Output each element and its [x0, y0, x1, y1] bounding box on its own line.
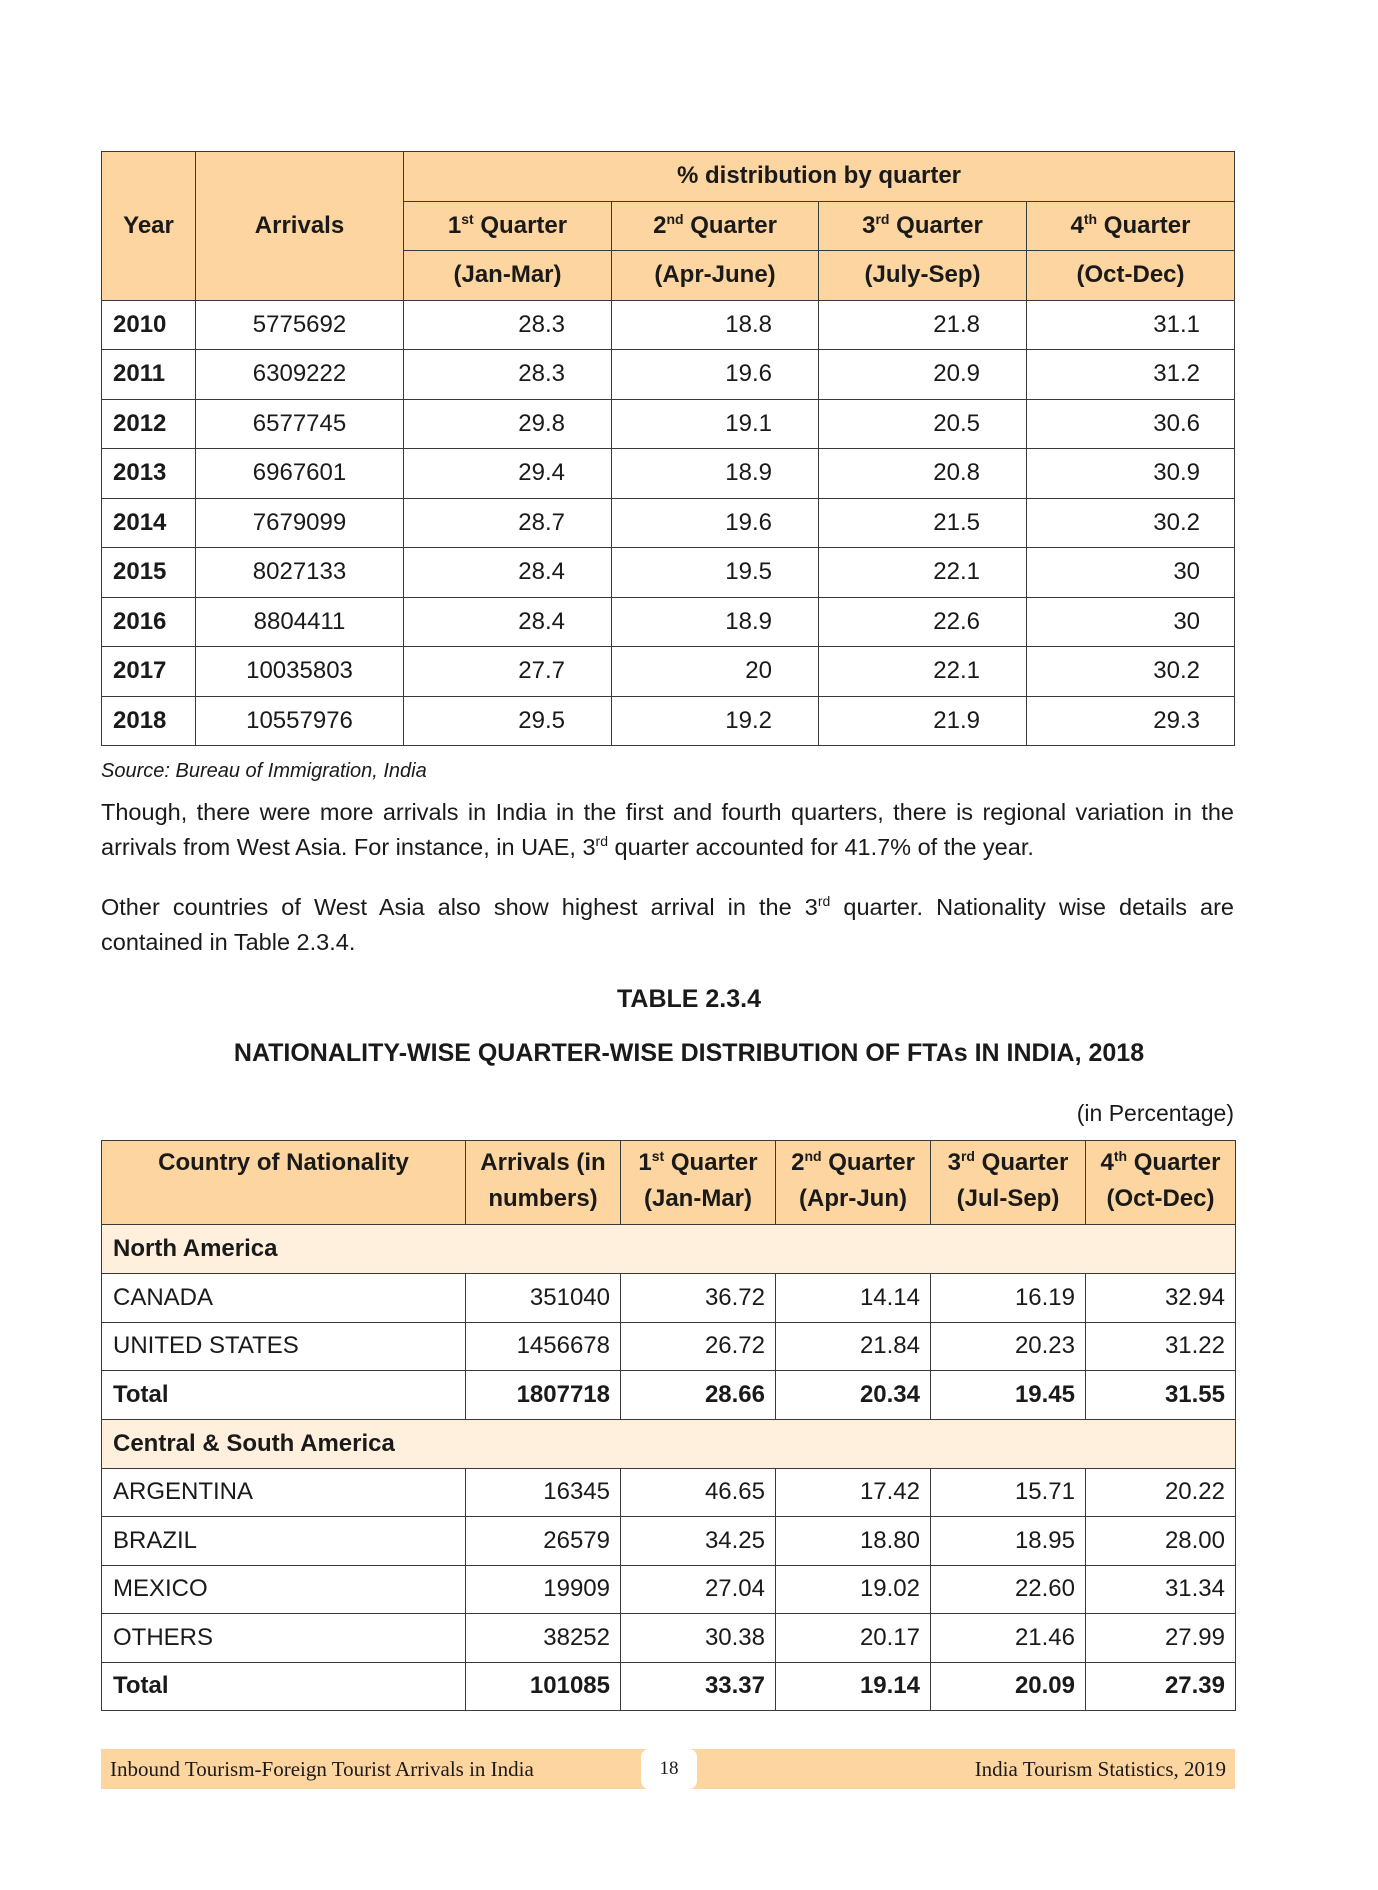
footer-publication-title: India Tourism Statistics, 2019	[974, 1757, 1226, 1781]
q2-cell: 20.34	[776, 1371, 931, 1420]
q2-header: 2nd Quarter	[612, 201, 819, 251]
q3-cell: 21.46	[931, 1614, 1086, 1663]
q2-cell: 19.1	[612, 399, 819, 449]
table-row	[102, 1322, 1236, 1371]
q2-cell: 19.14	[776, 1662, 931, 1711]
page-footer	[101, 1749, 1235, 1789]
arrivals-cell: 26579	[466, 1517, 621, 1566]
country-cell: OTHERS	[102, 1614, 466, 1663]
paragraph-west-asia: Other countries of West Asia also show highest arrival in the 3rd quarter. Nationality wise details are contained in Table 2.3.4.	[101, 893, 1234, 955]
q1-cell: 28.7	[404, 498, 612, 548]
arrivals-cell: 101085	[466, 1662, 621, 1711]
q3-cell: 16.19	[931, 1274, 1086, 1323]
arrivals-cell: 5775692	[196, 300, 404, 350]
arrivals-cell: 8027133	[196, 548, 404, 598]
q1-header: 1st Quarter	[404, 201, 612, 251]
q3-cell: 21.9	[819, 696, 1027, 746]
q2-cell: 19.6	[612, 498, 819, 548]
q3-cell: 20.09	[931, 1662, 1086, 1711]
q1-cell: 28.3	[404, 350, 612, 400]
table-row	[102, 1614, 1236, 1663]
q2-cell: 18.8	[612, 300, 819, 350]
year-cell: 2017	[102, 647, 196, 697]
region-group-row	[102, 1225, 1236, 1274]
q4-header: 4th Quarter (Oct-Dec)	[1086, 1141, 1236, 1225]
paragraph-regional-variation: Though, there were more arrivals in India in the first and fourth quarters, there is regional variation in the arrivals from West Asia. For instance, in UAE, 3rd quarter accounted for 41.7% of the year.	[101, 799, 1234, 860]
q2-cell: 18.80	[776, 1517, 931, 1566]
q4-cell: 28.00	[1086, 1517, 1236, 1566]
q2-cell: 14.14	[776, 1274, 931, 1323]
arrivals-numbers-header: Arrivals (in numbers)	[466, 1141, 621, 1225]
arrivals-cell: 1456678	[466, 1322, 621, 1371]
q2-range: (Apr-June)	[612, 251, 819, 301]
total-row	[102, 1371, 1236, 1420]
arrivals-cell: 6309222	[196, 350, 404, 400]
q1-cell: 29.5	[404, 696, 612, 746]
q1-cell: 28.3	[404, 300, 612, 350]
country-cell: BRAZIL	[102, 1517, 466, 1566]
table-row	[102, 647, 1235, 697]
q1-cell: 46.65	[621, 1468, 776, 1517]
q4-cell: 31.55	[1086, 1371, 1236, 1420]
table-row	[102, 498, 1235, 548]
year-cell: 2016	[102, 597, 196, 647]
arrivals-cell: 6577745	[196, 399, 404, 449]
region-name: North America	[102, 1225, 1236, 1274]
q3-range: (July-Sep)	[819, 251, 1027, 301]
arrivals-cell: 16345	[466, 1468, 621, 1517]
year-cell: 2011	[102, 350, 196, 400]
q1-cell: 29.8	[404, 399, 612, 449]
arrivals-cell: 38252	[466, 1614, 621, 1663]
arrivals-cell: 6967601	[196, 449, 404, 499]
q3-cell: 15.71	[931, 1468, 1086, 1517]
q2-header: 2nd Quarter (Apr-Jun)	[776, 1141, 931, 1225]
year-cell: 2010	[102, 300, 196, 350]
q3-header: 3rd Quarter	[819, 201, 1027, 251]
country-cell: Total	[102, 1662, 466, 1711]
q3-cell: 19.45	[931, 1371, 1086, 1420]
region-name: Central & South America	[102, 1419, 1236, 1468]
table-row	[102, 548, 1235, 598]
quarterly-distribution-table	[101, 151, 1235, 746]
table-row	[102, 1565, 1236, 1614]
q3-cell: 20.8	[819, 449, 1027, 499]
table-number: TABLE 2.3.4	[616, 985, 762, 1013]
q4-cell: 30	[1027, 597, 1235, 647]
q4-cell: 31.22	[1086, 1322, 1236, 1371]
q2-cell: 20.17	[776, 1614, 931, 1663]
q4-cell: 30	[1027, 548, 1235, 598]
table-row	[102, 350, 1235, 400]
q4-cell: 29.3	[1027, 696, 1235, 746]
q4-cell: 31.34	[1086, 1565, 1236, 1614]
q4-cell: 31.2	[1027, 350, 1235, 400]
table-row	[102, 300, 1235, 350]
arrivals-cell: 7679099	[196, 498, 404, 548]
q1-cell: 33.37	[621, 1662, 776, 1711]
q1-cell: 26.72	[621, 1322, 776, 1371]
arrivals-cell: 10035803	[196, 647, 404, 697]
footer-chapter-title: Inbound Tourism-Foreign Tourist Arrivals in India	[110, 1757, 534, 1781]
q3-cell: 21.8	[819, 300, 1027, 350]
source-note: Source: Bureau of Immigration, India	[101, 760, 427, 782]
q2-cell: 20	[612, 647, 819, 697]
q4-cell: 20.22	[1086, 1468, 1236, 1517]
region-group-row	[102, 1419, 1236, 1468]
q4-cell: 30.9	[1027, 449, 1235, 499]
q3-cell: 20.5	[819, 399, 1027, 449]
q1-cell: 34.25	[621, 1517, 776, 1566]
country-cell: CANADA	[102, 1274, 466, 1323]
q3-cell: 22.1	[819, 647, 1027, 697]
q4-cell: 27.39	[1086, 1662, 1236, 1711]
q4-range: (Oct-Dec)	[1027, 251, 1235, 301]
q2-cell: 17.42	[776, 1468, 931, 1517]
q2-cell: 19.02	[776, 1565, 931, 1614]
q2-cell: 19.5	[612, 548, 819, 598]
total-row	[102, 1662, 1236, 1711]
year-cell: 2013	[102, 449, 196, 499]
q4-cell: 30.6	[1027, 399, 1235, 449]
q2-cell: 19.2	[612, 696, 819, 746]
q1-header: 1st Quarter (Jan-Mar)	[621, 1141, 776, 1225]
q1-cell: 28.4	[404, 548, 612, 598]
table-row	[102, 696, 1235, 746]
arrivals-cell: 10557976	[196, 696, 404, 746]
nationality-distribution-table	[101, 1140, 1236, 1711]
year-header: Year	[102, 152, 196, 301]
q4-cell: 31.1	[1027, 300, 1235, 350]
year-cell: 2018	[102, 696, 196, 746]
q4-cell: 32.94	[1086, 1274, 1236, 1323]
year-cell: 2012	[102, 399, 196, 449]
country-cell: Total	[102, 1371, 466, 1420]
q4-header: 4th Quarter	[1027, 201, 1235, 251]
table-row	[102, 399, 1235, 449]
q3-cell: 22.6	[819, 597, 1027, 647]
country-header: Country of Nationality	[102, 1141, 466, 1225]
q3-cell: 22.60	[931, 1565, 1086, 1614]
q3-header: 3rd Quarter (Jul-Sep)	[931, 1141, 1086, 1225]
q4-cell: 27.99	[1086, 1614, 1236, 1663]
q1-cell: 29.4	[404, 449, 612, 499]
table-row	[102, 449, 1235, 499]
page-number: 18	[641, 1749, 697, 1789]
q4-cell: 30.2	[1027, 647, 1235, 697]
q1-cell: 28.4	[404, 597, 612, 647]
arrivals-cell: 1807718	[466, 1371, 621, 1420]
q2-cell: 19.6	[612, 350, 819, 400]
country-cell: ARGENTINA	[102, 1468, 466, 1517]
table-row	[102, 597, 1235, 647]
arrivals-cell: 8804411	[196, 597, 404, 647]
q1-cell: 30.38	[621, 1614, 776, 1663]
q3-cell: 21.5	[819, 498, 1027, 548]
q2-cell: 18.9	[612, 449, 819, 499]
q1-range: (Jan-Mar)	[404, 251, 612, 301]
q2-cell: 18.9	[612, 597, 819, 647]
year-cell: 2014	[102, 498, 196, 548]
q1-cell: 27.04	[621, 1565, 776, 1614]
q1-cell: 36.72	[621, 1274, 776, 1323]
year-cell: 2015	[102, 548, 196, 598]
arrivals-header: Arrivals	[196, 152, 404, 301]
arrivals-cell: 351040	[466, 1274, 621, 1323]
table-row	[102, 1468, 1236, 1517]
unit-note: (in Percentage)	[1076, 1100, 1234, 1126]
q3-cell: 20.23	[931, 1322, 1086, 1371]
country-cell: MEXICO	[102, 1565, 466, 1614]
q3-cell: 22.1	[819, 548, 1027, 598]
arrivals-cell: 19909	[466, 1565, 621, 1614]
table-title: NATIONALITY-WISE QUARTER-WISE DISTRIBUTION OF FTAs IN INDIA, 2018	[233, 1039, 1145, 1067]
country-cell: UNITED STATES	[102, 1322, 466, 1371]
q3-cell: 18.95	[931, 1517, 1086, 1566]
q4-cell: 30.2	[1027, 498, 1235, 548]
q1-cell: 27.7	[404, 647, 612, 697]
q3-cell: 20.9	[819, 350, 1027, 400]
q1-cell: 28.66	[621, 1371, 776, 1420]
table-row	[102, 1517, 1236, 1566]
quarter-group-header: % distribution by quarter	[404, 152, 1235, 202]
q2-cell: 21.84	[776, 1322, 931, 1371]
table-row	[102, 1274, 1236, 1323]
